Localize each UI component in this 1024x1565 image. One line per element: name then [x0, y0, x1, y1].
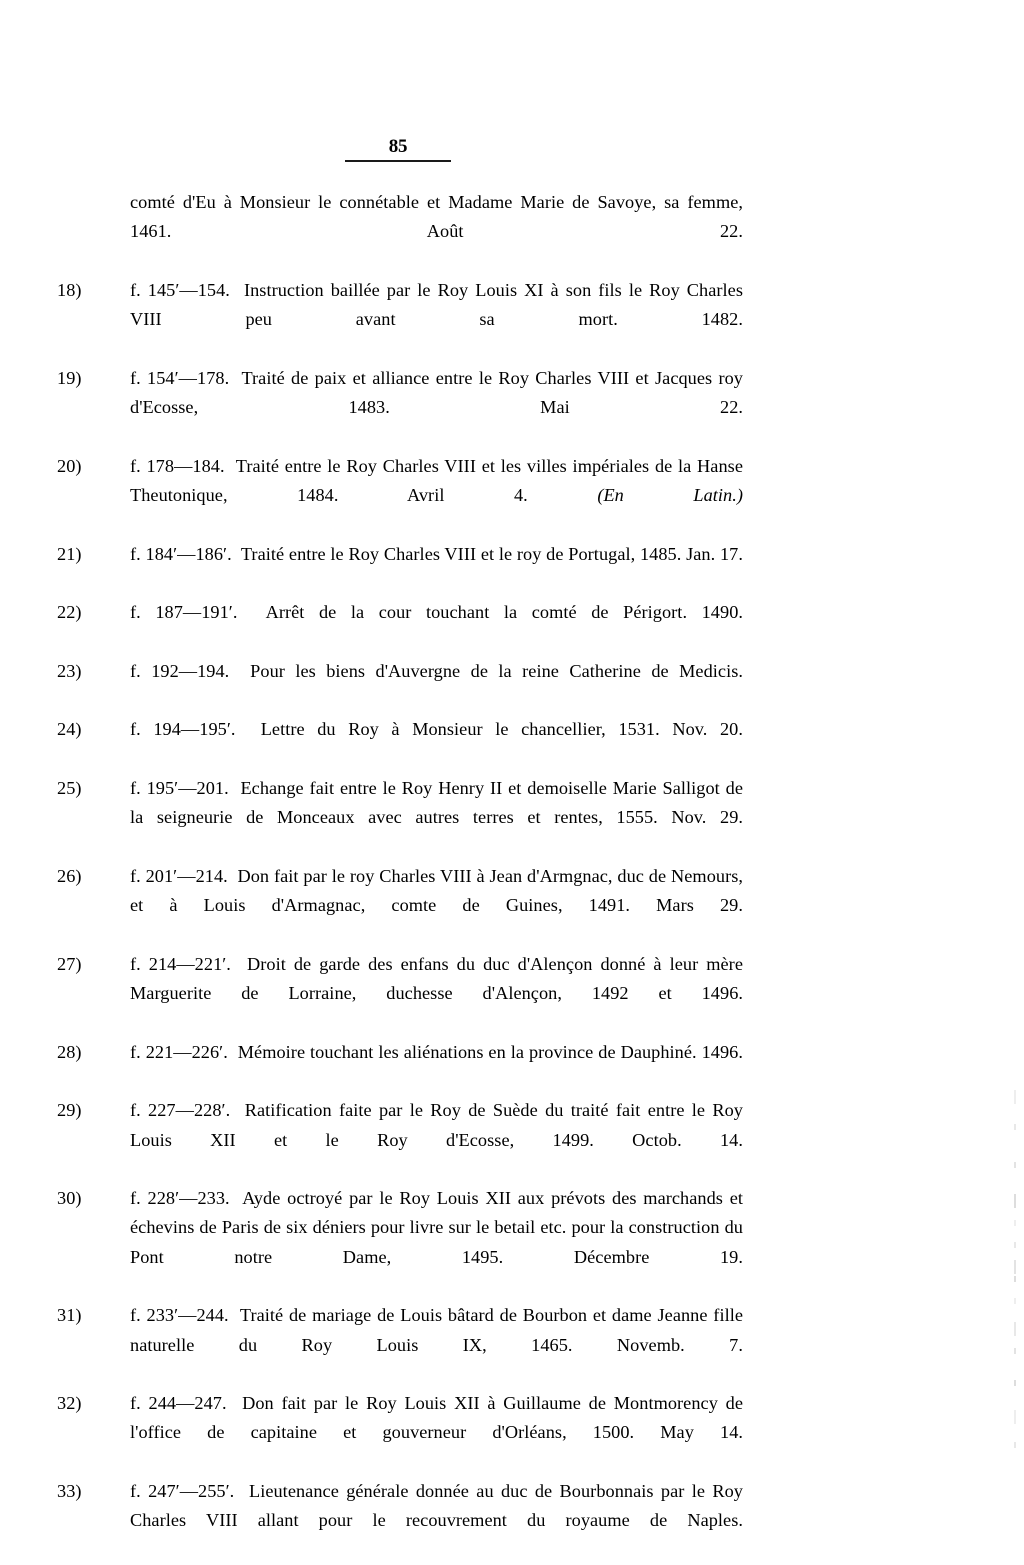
entry-description: Lieutenance générale donnée au duc de Bourbonnais par le Roy Charles VIII allant pour le recouvrement du royaume de Naples.: [130, 1481, 743, 1531]
catalog-entry: [57, 540, 743, 599]
entry-number: 26): [57, 865, 82, 886]
catalog-entry: [57, 950, 743, 1038]
entry-number: 28): [57, 1041, 82, 1062]
catalog-entry: [57, 1184, 743, 1301]
entry-list: [57, 276, 743, 1565]
entry-description: Traité entre le Roy Charles VIII et le roy de Portugal, 1485. Jan. 17.: [240, 543, 743, 564]
scan-speckle: [1014, 1442, 1016, 1448]
entry-number: 22): [57, 602, 82, 623]
entry-folio-reference: f. 192—194.: [130, 660, 230, 681]
entry-folio-reference: f. 145′—154.: [130, 279, 230, 300]
continued-entry-line1: comté d'Eu à Monsieur le connétable et Madame Marie de Savoye,: [130, 192, 657, 212]
catalog-entry: [57, 1477, 743, 1565]
header-rule: [345, 160, 451, 162]
scan-speckle: [1014, 1194, 1016, 1208]
continued-entry: [57, 188, 743, 276]
scan-speckle: [1014, 1348, 1016, 1354]
catalog-entry: [57, 1096, 743, 1184]
entry-body: [130, 364, 743, 452]
entry-description: Traité de paix et alliance entre le Roy Charles VIII et Jacques roy d'Ecosse, 1483. Mai 22.: [130, 367, 743, 418]
entry-folio-reference: f. 187—191′.: [130, 602, 238, 623]
entry-number: 27): [57, 953, 82, 974]
entry-description: Mémoire touchant les aliénations en la province de Dauphiné. 1496.: [237, 1041, 743, 1062]
entry-description: Ayde octroyé par le Roy Louis XII aux prévots des marchands et échevins de Paris de six déniers pour livre sur le betail etc. pour la construction du Pont notre Dame, 1495. Décembre 19.: [130, 1188, 744, 1267]
continued-entry-line2: sa femme, 1461. Août 22.: [130, 192, 743, 242]
entry-number: 19): [57, 367, 82, 388]
entry-folio-reference: f. 228′—233.: [130, 1188, 230, 1209]
entry-body: [130, 950, 743, 1038]
entry-description: Ratification faite par le Roy de Suède du traité fait entre le Roy Louis XII et le Roy d'Ecosse, 1499. Octob. 14.: [130, 1100, 743, 1150]
scan-speckle: [1014, 1090, 1016, 1104]
entry-description: Don fait par le Roy Louis XII à Guillaume de Montmorency de l'office de capitaine et gouverneur d'Orléans, 1500. May 14.: [130, 1393, 743, 1443]
entry-folio-reference: f. 184′—186′.: [130, 543, 232, 564]
entry-body: [130, 276, 743, 364]
entry-folio-reference: f. 154′—178.: [130, 367, 230, 388]
entry-description: Don fait par le roy Charles VIII à Jean d'Armgnac, duc de Nemours, et à Louis d'Armagnac, comte de Guines, 1491. Mars 29.: [130, 865, 744, 916]
entry-body: [130, 540, 743, 599]
scan-speckle: [1014, 1124, 1016, 1130]
catalog-entry: [57, 774, 743, 862]
catalog-entry: [57, 1389, 743, 1477]
scan-edge-artifacts: [1014, 1090, 1018, 1470]
entry-description: Lettre du Roy à Monsieur le chancellier, 1531. Nov. 20.: [260, 719, 743, 740]
scan-speckle: [1014, 1162, 1016, 1168]
entry-number: 30): [57, 1188, 82, 1209]
entry-body: [130, 1477, 743, 1565]
scan-speckle: [1014, 1260, 1016, 1274]
entry-body: [130, 715, 743, 774]
scan-speckle: [1014, 1242, 1016, 1248]
scan-speckle: [1014, 1220, 1016, 1226]
entry-number: 25): [57, 777, 82, 798]
entry-folio-reference: f. 195′—201.: [130, 777, 229, 798]
entry-folio-reference: f. 201′—214.: [130, 865, 228, 886]
page-number: 85: [388, 136, 408, 157]
scan-speckle: [1014, 1380, 1016, 1386]
entry-body: [130, 598, 743, 657]
entry-number: 32): [57, 1393, 82, 1414]
entry-body: [130, 1389, 743, 1477]
entry-description: Droit de garde des enfans du duc d'Alençon donné à leur mère Marguerite de Lorraine, duchesse d'Alençon, 1492 et 1496.: [130, 953, 743, 1004]
entry-folio-reference: f. 178—184.: [130, 455, 225, 476]
entry-number: 31): [57, 1305, 82, 1326]
catalog-entry: [57, 276, 743, 364]
entry-body: [130, 657, 743, 716]
entry-number: 23): [57, 660, 82, 681]
entry-body: [130, 1301, 743, 1389]
entry-description: Instruction baillée par le Roy Louis XI à son fils le Roy Charles VIII peu avant sa mort. 1482.: [130, 279, 743, 330]
entry-body: [130, 774, 743, 862]
entry-folio-reference: f. 194—195′.: [130, 719, 236, 740]
scan-speckle: [1014, 1410, 1016, 1424]
catalog-entry: [57, 1038, 743, 1097]
entry-body: [130, 862, 743, 950]
entry-number: 24): [57, 719, 82, 740]
entry-folio-reference: f. 214—221′.: [130, 953, 231, 974]
catalog-entry: [57, 364, 743, 452]
entry-number: 21): [57, 543, 82, 564]
scan-speckle: [1014, 1276, 1016, 1282]
catalog-entry: [57, 598, 743, 657]
entry-description: Traité entre le Roy Charles VIII et les villes impériales de la Hanse Theutonique, 1484. Avril 4.: [130, 455, 743, 505]
entry-folio-reference: f. 227—228′.: [130, 1100, 231, 1121]
entry-description: Arrêt de la cour touchant la comté de Périgort. 1490.: [265, 602, 744, 623]
entry-language-note: (En Latin.): [597, 484, 744, 505]
catalog-entry: [57, 452, 743, 540]
entry-number: 20): [57, 455, 82, 476]
entry-description: Echange fait entre le Roy Henry II et demoiselle Marie Salligot de la seigneurie de Monceaux avec autres terres et rentes, 1555. Nov. 29.: [130, 777, 743, 828]
entry-folio-reference: f. 233′—244.: [130, 1305, 229, 1326]
entry-description: Traité de mariage de Louis bâtard de Bourbon et dame Jeanne fille naturelle du Roy Louis IX, 1465. Novemb. 7.: [130, 1305, 743, 1355]
entry-body: [130, 452, 743, 540]
entry-number: 18): [57, 279, 82, 300]
entry-description: Pour les biens d'Auvergne de la reine Catherine de Medicis.: [250, 660, 743, 681]
entry-body: [130, 1096, 743, 1184]
entry-folio-reference: f. 221—226′.: [130, 1041, 228, 1062]
page-header: [345, 136, 451, 162]
document-text-column: [57, 188, 743, 1565]
catalog-entry: [57, 715, 743, 774]
entry-body: [130, 1038, 743, 1097]
entry-number: 29): [57, 1100, 82, 1121]
catalog-entry: [57, 1301, 743, 1389]
entry-body: [130, 1184, 743, 1301]
scan-speckle: [1014, 1322, 1016, 1336]
catalog-entry: [57, 862, 743, 950]
entry-folio-reference: f. 244—247.: [130, 1393, 227, 1414]
catalog-entry: [57, 657, 743, 716]
entry-folio-reference: f. 247′—255′.: [130, 1481, 235, 1502]
scan-speckle: [1014, 1298, 1016, 1304]
entry-number: 33): [57, 1481, 82, 1502]
